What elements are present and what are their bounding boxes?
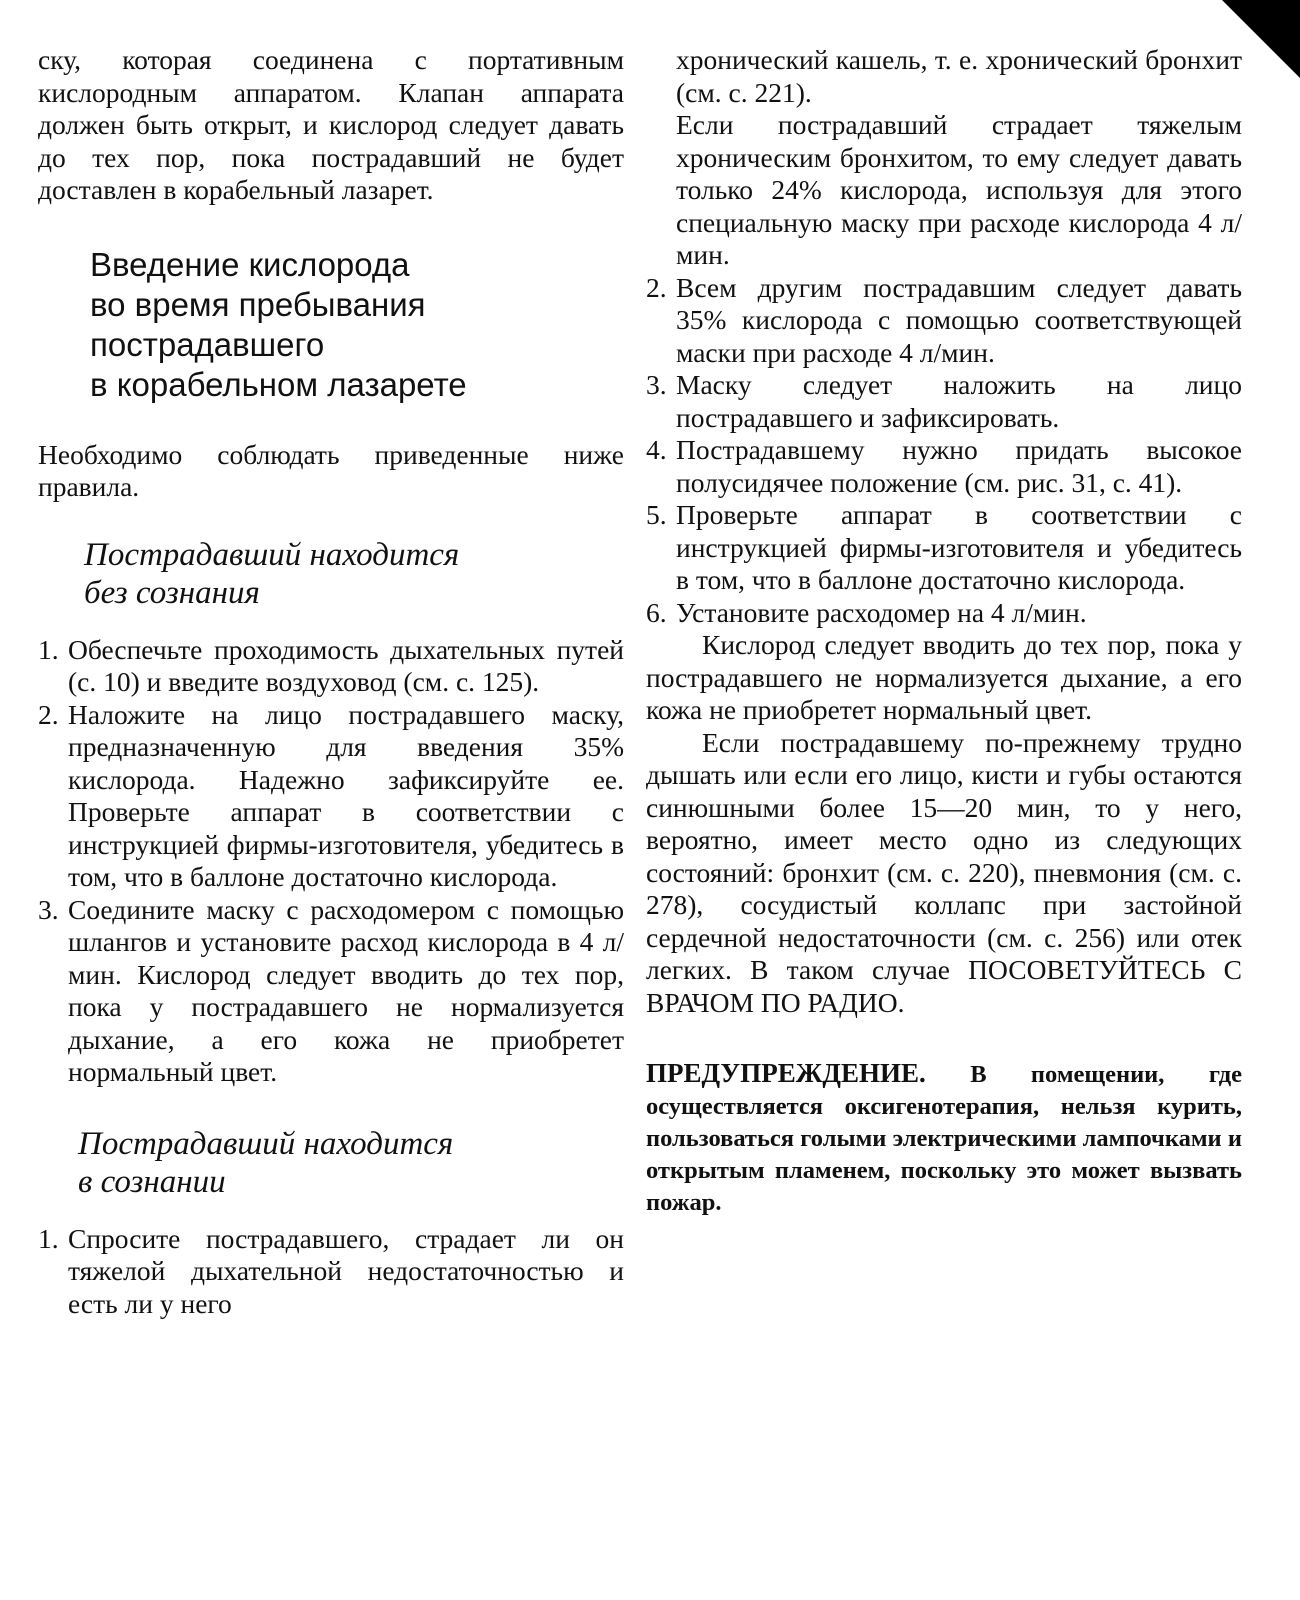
conscious-list [38, 1223, 624, 1321]
list-item-number: 6. [646, 596, 667, 628]
list-item [646, 272, 1242, 370]
section-heading [90, 245, 624, 405]
list-item-text: Пострадавшему нужно придать высокое полусидячее положение (см. рис. 31, с. 41). [676, 434, 1242, 498]
warning-block [646, 1057, 1242, 1219]
continuation-paragraph-2: Если пострадавший страдает тяжелым хроническим бронхитом, то ему следует давать только 24% кислорода, используя для этого специальную маску при расходе кислорода 4 л/мин. [676, 109, 1242, 270]
list-item-text: Обеспечьте проходимость дыхательных путей (с. 10) и введите воздуховод (см. с. 125). [68, 633, 624, 697]
left-column [38, 0, 624, 1320]
top-paragraph: ску, которая соединена с портативным кислородным аппаратом. Клапан аппарата должен быть открыт, и кислород следует давать до тех пор, пока пострадавший не будет доставлен в корабельный лазарет. [38, 44, 624, 205]
warning-lead: ПРЕДУПРЕЖДЕНИЕ. [646, 1058, 926, 1088]
list-item-text: Наложите на лицо пострадавшего маску, предназначенную для введения 35% кислорода. Надежно зафиксируйте ее. Проверьте аппарат в соответствии с инструкцией фирмы-изготовителя, убедитесь в том, что в баллоне достаточно кислорода. [68, 698, 624, 892]
subheading-unconscious [84, 536, 624, 612]
list-item [646, 369, 1242, 434]
section-heading-line: в корабельном лазарете [90, 365, 467, 403]
list-item-text: Установите расходомер на 4 л/мин. [676, 596, 1087, 628]
warning-text: В помещении, где осуществляется оксигенотерапия, нельзя курить, пользоваться голыми электрическими лампочками и открытым пламенем, поскольку это может вызвать пожар. [646, 1061, 1242, 1216]
list-item-text: Проверьте аппарат в соответствии с инструкцией фирмы-изготовителя и убедитесь в том, что в баллоне достаточно кислорода. [676, 499, 1242, 595]
subheading-line: в сознании [78, 1163, 226, 1200]
list-item [646, 499, 1242, 597]
section-heading-line: Введение кислорода [90, 245, 410, 283]
conscious-list-continued [646, 272, 1242, 630]
list-item-text: Маску следует наложить на лицо пострадавшего и зафиксировать. [676, 369, 1242, 433]
list-item-number: 3. [646, 369, 667, 400]
list-item [38, 894, 624, 1089]
right-column [646, 0, 1242, 1219]
list-item-number: 1. [38, 633, 59, 665]
subheading-line: Пострадавший находится [78, 1125, 454, 1162]
subheading-line: без сознания [84, 574, 260, 611]
subheading-line: Пострадавший находится [84, 536, 460, 573]
intro-paragraph: Необходимо соблюдать приведенные ниже правила. [38, 438, 624, 502]
list-item-text: Соедините маску с расходомером с помощью шлангов и установите расход кислорода в 4 л/мин. Кислород следует вводить до тех пор, пока у пострадавшего не нормализуется дыхание, а его кожа не приобретет нормальный цвет. [68, 893, 624, 1087]
list-item-number: 2. [38, 698, 59, 730]
list-item-number: 1. [38, 1222, 59, 1254]
list-item [38, 634, 624, 699]
subheading-conscious [78, 1125, 624, 1201]
section-heading-line: пострадавшего [90, 325, 325, 363]
list-item-text: Спросите пострадавшего, страдает ли он тяжелой дыхательной недостаточностью и есть ли у него [68, 1222, 624, 1319]
body-paragraph: Кислород следует вводить до тех пор, пока у пострадавшего не нормализуется дыхание, а его кожа не приобретет нормальный цвет. [646, 629, 1242, 725]
list-item-number: 4. [646, 434, 667, 465]
section-heading-line: во время пребывания [90, 285, 426, 323]
list-item [646, 434, 1242, 499]
list-item [38, 699, 624, 894]
list-item-number: 2. [646, 271, 667, 303]
list-item-text: Всем другим пострадавшим следует давать 35% кислорода с помощью соответствующей маски при расходе 4 л/мин. [676, 271, 1242, 368]
list-item [38, 1223, 624, 1321]
list-item-number: 3. [38, 893, 59, 925]
list-item [646, 597, 1242, 630]
list-item-number: 5. [646, 499, 667, 530]
continuation-paragraph: хронический кашель, т. е. хронический бронхит (см. с. 221). [676, 44, 1242, 108]
body-paragraph: Если пострадавшему по-прежнему трудно дышать или если его лицо, кисти и губы остаются синюшными более 15—20 мин, то у него, вероятно, имеет место одно из следующих состояний: бронхит (см. с. 220), пневмония (см. с. 278), сосудистый коллапс при застойной сердечной недостаточности (см. с. 256) или отек легких. В таком случае ПОСОВЕТУЙТЕСЬ С ВРАЧОМ ПО РАДИО. [646, 726, 1242, 1018]
unconscious-list [38, 634, 624, 1089]
